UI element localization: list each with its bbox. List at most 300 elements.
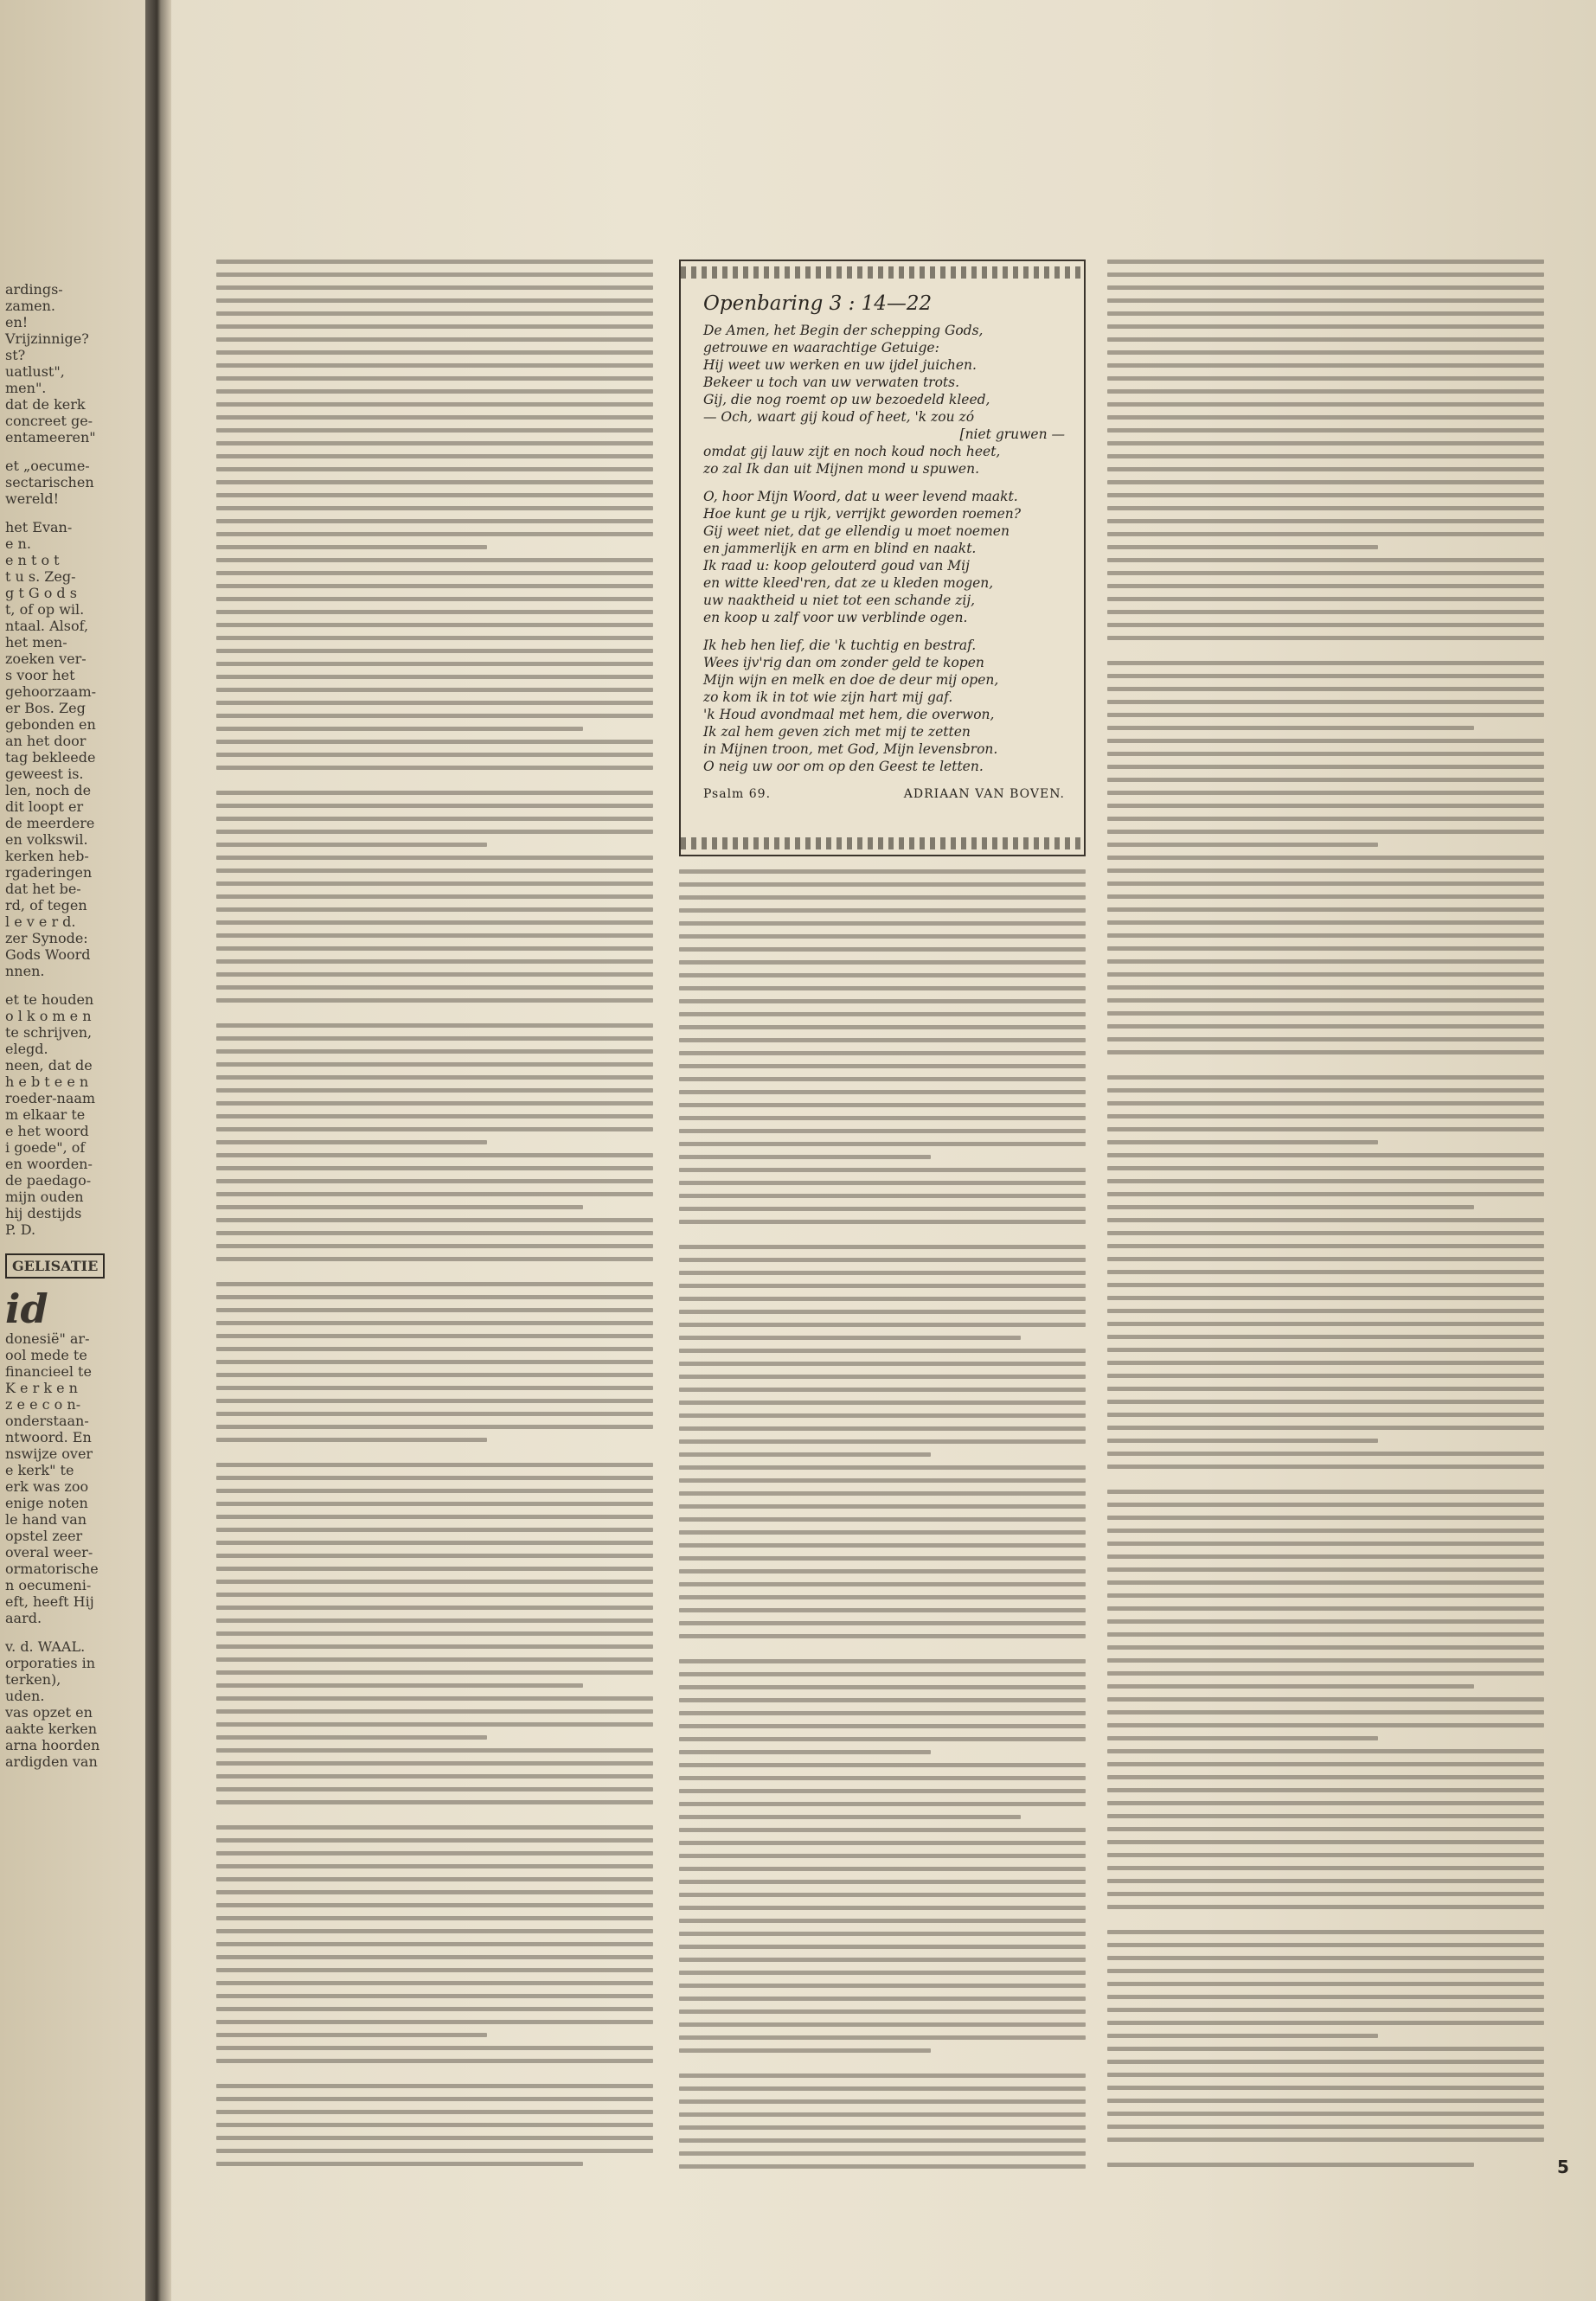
body-text-line [216, 389, 653, 394]
body-text-line [216, 1528, 653, 1532]
margin-fragment: het men- [5, 634, 67, 651]
margin-fragment: et „oecume- [5, 458, 90, 474]
poem-line: en witte kleed'ren, dat ze u kleden mogen, [703, 575, 994, 591]
body-text-line [216, 2033, 487, 2037]
body-text-line [216, 584, 653, 588]
body-text-line [679, 1388, 1086, 1392]
body-text-line [216, 894, 653, 899]
body-text-line [216, 779, 653, 791]
body-text-line [216, 272, 653, 277]
body-text-line [679, 1452, 931, 1457]
body-text-line [679, 2151, 1086, 2156]
poem-line: Hij weet uw werken en uw ijdel juichen. [703, 357, 977, 373]
body-text-line [216, 1023, 653, 1028]
body-text-line [679, 1763, 1086, 1767]
body-text-line [679, 973, 1086, 977]
body-text-line [679, 1194, 1086, 1198]
body-text-line [679, 1284, 1086, 1288]
body-text-line [679, 1491, 1086, 1496]
body-text-line [1107, 467, 1544, 471]
body-text-line [1107, 817, 1544, 821]
body-text-line [1107, 1853, 1544, 1857]
body-text-line [1107, 1140, 1378, 1144]
body-text-line [216, 1373, 653, 1377]
body-text-line [216, 1774, 653, 1779]
body-text-line [216, 766, 653, 770]
poem-line: De Amen, het Begin der schepping Gods, [703, 323, 984, 338]
body-text-line [216, 363, 653, 368]
body-text-line [679, 986, 1086, 990]
margin-fragment: terken), [5, 1671, 61, 1688]
body-text-line [1107, 713, 1544, 717]
margin-fragment: zer Synode: [5, 930, 88, 946]
body-text-line [1107, 610, 1544, 614]
margin-fragment: st? [5, 347, 26, 363]
body-text-line [216, 1347, 653, 1351]
poem-line: [niet gruwen — [959, 426, 1065, 442]
poem-stanza [703, 637, 1065, 775]
body-text-line [216, 1709, 653, 1714]
body-text-line [216, 1231, 653, 1235]
body-text-line [679, 999, 1086, 1003]
body-text-line [1107, 1166, 1544, 1170]
body-text-line [216, 350, 653, 355]
body-text-line [1107, 1452, 1544, 1456]
body-text-line [1107, 1710, 1544, 1715]
margin-fragment: neen, dat de [5, 1057, 93, 1074]
body-text-line [679, 1971, 1086, 1975]
body-text-line [216, 1606, 653, 1610]
body-text-line [679, 1815, 1021, 1819]
body-text-line [679, 1582, 1086, 1586]
body-text-line [1107, 1840, 1544, 1844]
body-text-line [216, 1425, 653, 1429]
body-text-line [216, 959, 653, 964]
margin-fragment: len, noch de [5, 782, 92, 798]
body-text-line [216, 402, 653, 407]
poem-line: en koop u zalf voor uw verblinde ogen. [703, 610, 968, 625]
body-text-line [216, 907, 653, 912]
body-text-line [1107, 933, 1544, 938]
body-text-line [1107, 1218, 1544, 1222]
body-text-line [1107, 1270, 1544, 1274]
body-text-line [1107, 2034, 1378, 2038]
body-text-line [1107, 2021, 1544, 2025]
body-text-line [1107, 700, 1544, 704]
margin-fragment: s voor het [5, 667, 75, 683]
body-text-line [679, 1220, 1086, 1224]
body-text-line [1107, 998, 1544, 1003]
body-text-line [679, 1932, 1086, 1936]
margin-fragment: an het door [5, 733, 87, 749]
margin-fragment: arna hoorden [5, 1737, 100, 1753]
body-text-line [679, 2048, 931, 2053]
body-text-line [216, 753, 653, 757]
poem-line: Gij, die nog roemt op uw bezoedeld kleed, [703, 392, 990, 407]
body-text-line [1107, 532, 1544, 536]
margin-fragment: onderstaan- [5, 1413, 89, 1429]
body-text-line [216, 1489, 653, 1493]
body-text-line [1107, 2008, 1544, 2012]
body-text-line [216, 1153, 653, 1157]
margin-fragment: concreet ge- [5, 413, 93, 429]
body-text-line [1107, 1503, 1544, 1507]
margin-fragment: uden. [5, 1688, 45, 1704]
body-text-line [216, 1140, 487, 1144]
body-text-line [1107, 2047, 1544, 2051]
body-text-line [679, 1504, 1086, 1509]
body-text-line [679, 1155, 931, 1159]
body-text-line [216, 519, 653, 523]
poem-line: Hoe kunt ge u rijk, verrijkt geworden roemen? [703, 506, 1022, 522]
body-text-line [679, 1945, 1086, 1949]
body-text-line [1107, 1101, 1544, 1106]
body-text-line [216, 1541, 653, 1545]
body-text-line [1107, 1943, 1544, 1947]
body-text-line [1107, 1516, 1544, 1520]
body-text-line [216, 675, 653, 679]
margin-fragment: l e v e r d. [5, 913, 76, 930]
body-text-line [679, 1802, 1086, 1806]
body-text-line [1107, 571, 1544, 575]
body-text-line [216, 571, 653, 575]
body-text-line [679, 1621, 1086, 1625]
body-text-line [1107, 2086, 1544, 2090]
body-text-line [216, 2162, 583, 2166]
poem-line: O, hoor Mijn Woord, dat u weer levend maakt. [703, 489, 1018, 504]
body-text-line [216, 1476, 653, 1480]
body-text-line [216, 1011, 653, 1023]
body-text-line [1107, 415, 1544, 420]
body-text-line [679, 1530, 1086, 1535]
body-text-line [1107, 843, 1378, 847]
poem-stanza [703, 488, 1065, 626]
body-text-line [1107, 985, 1544, 990]
body-text-line [1107, 739, 1544, 743]
body-text-line [1107, 1348, 1544, 1352]
body-text-line [216, 1257, 653, 1261]
column-3-body [1107, 260, 1544, 2189]
margin-fragment: le hand van [5, 1511, 87, 1528]
body-text-line [1107, 1930, 1544, 1934]
margin-fragment: erk was zoo [5, 1478, 89, 1495]
body-text-line [1107, 337, 1544, 342]
body-text-line [1107, 1645, 1544, 1650]
poem-line: Ik raad u: koop gelouterd goud van Mij [703, 558, 970, 574]
body-text-line [216, 480, 653, 484]
body-text-line [679, 1336, 1021, 1340]
body-text-line [1107, 1632, 1544, 1637]
body-text-line [1107, 920, 1544, 925]
body-text-line [1107, 1322, 1544, 1326]
body-text-line [1107, 623, 1544, 627]
margin-fragment: ntaal. Alsof, [5, 618, 89, 634]
body-text-line [216, 1438, 487, 1442]
body-text-line [216, 701, 653, 705]
body-text-line [1107, 2112, 1544, 2116]
body-text-line [216, 817, 653, 821]
body-text-line [216, 2097, 653, 2101]
margin-fragment: en volkswil. [5, 831, 88, 848]
body-text-line [216, 506, 653, 510]
margin-fragment: t u s. Zeg- [5, 568, 76, 585]
body-text-line [679, 934, 1086, 939]
body-text-line [679, 1245, 1086, 1249]
body-text-line [679, 1828, 1086, 1832]
body-text-line [1107, 1387, 1544, 1391]
margin-fragment: e kerk" te [5, 1462, 74, 1478]
body-text-line [216, 2059, 653, 2063]
body-text-line [1107, 1658, 1544, 1663]
poem-line: zo kom ik in tot wie zijn hart mij gaf. [703, 689, 953, 705]
body-text-line [216, 1916, 653, 1920]
body-text-line [216, 636, 653, 640]
body-text-line [1107, 480, 1544, 484]
body-text-line [1107, 1541, 1544, 1546]
body-text-line [1107, 1374, 1544, 1378]
body-text-line [1107, 661, 1544, 665]
body-text-line [679, 947, 1086, 952]
margin-fragment: en! [5, 314, 29, 330]
body-text-line [679, 1595, 1086, 1599]
body-text-line [216, 337, 653, 342]
body-text-line [216, 1088, 653, 1093]
body-text-line [216, 532, 653, 536]
body-text-line [679, 869, 1086, 874]
margin-fragment: ardigden van [5, 1753, 98, 1770]
body-text-line [679, 2086, 1086, 2091]
body-text-line [216, 1321, 653, 1325]
body-text-line [1107, 1866, 1544, 1870]
body-text-line [216, 597, 653, 601]
body-text-line [679, 2125, 1086, 2130]
body-text-line [1107, 311, 1544, 316]
body-text-line [1107, 324, 1544, 329]
body-text-line [679, 1271, 1086, 1275]
body-text-line [216, 1696, 653, 1701]
body-text-line [216, 1567, 653, 1571]
body-text-line [1107, 285, 1544, 290]
body-text-line [679, 2009, 1086, 2014]
body-text-line [216, 1670, 653, 1675]
body-text-line [1107, 1606, 1544, 1611]
body-text-line [679, 1297, 1086, 1301]
body-text-line [679, 1142, 1086, 1146]
body-text-line [679, 1893, 1086, 1897]
body-text-line [1107, 1723, 1544, 1727]
margin-fragment: g t G o d s [5, 585, 77, 601]
body-text-line [1107, 1827, 1544, 1831]
body-text-line [216, 1955, 653, 1959]
poem-line: 'k Houd avondmaal met hem, die overwon, [703, 707, 995, 722]
margin-fragment: sectarischen [5, 474, 94, 490]
body-text-line [216, 428, 653, 433]
body-text-line [679, 1064, 1086, 1068]
margin-fragment: de paedago- [5, 1172, 92, 1189]
body-text-line [216, 285, 653, 290]
page-binding-gutter [145, 0, 171, 2301]
body-text-line [216, 2084, 653, 2088]
margin-fragment: v. d. WAAL. [5, 1638, 86, 1655]
body-text-line [216, 1360, 653, 1364]
body-text-line [216, 1049, 653, 1054]
body-text-line [216, 1062, 653, 1067]
body-text-line [679, 1103, 1086, 1107]
body-text-line [1107, 1879, 1544, 1883]
body-text-line [679, 1090, 1086, 1094]
body-text-line [679, 1556, 1086, 1561]
body-text-line [216, 1864, 653, 1868]
body-text-line [216, 1994, 653, 1998]
body-text-line [1107, 363, 1544, 368]
body-text-line [1107, 1593, 1544, 1598]
body-text-line [1107, 2073, 1544, 2077]
body-text-line [1107, 1361, 1544, 1365]
body-text-line [1107, 1400, 1544, 1404]
body-text-line [216, 1101, 653, 1106]
margin-fragment: ormatorische [5, 1561, 99, 1577]
body-text-line [216, 260, 653, 264]
margin-fragment: nnen. [5, 963, 45, 979]
body-text-line [216, 545, 487, 549]
column-1-body [216, 260, 653, 2189]
body-text-line [1107, 1335, 1544, 1339]
margin-fragment: en woorden- [5, 1156, 93, 1172]
body-text-line [679, 2061, 1086, 2073]
body-text-line [1107, 493, 1544, 497]
margin-fragment: gebonden en [5, 716, 96, 733]
margin-fragment: nswijze over [5, 1445, 93, 1462]
body-text-line [1107, 1684, 1474, 1689]
margin-fragment: de meerdere [5, 815, 95, 831]
body-text-line [1107, 597, 1544, 601]
body-text-line [216, 1787, 653, 1791]
body-text-line [216, 1735, 487, 1740]
margin-fragment: mijn ouden [5, 1189, 84, 1205]
previous-page-margin-column [0, 0, 145, 2301]
poem-line: Mijn wijn en melk en doe de deur mij open, [703, 672, 999, 688]
margin-fragment: id [5, 1285, 48, 1332]
body-text-line [679, 1517, 1086, 1522]
body-text-line [1107, 402, 1544, 407]
body-text-line [1107, 868, 1544, 873]
body-text-line [1107, 1619, 1544, 1624]
margin-fragment: kerken heb- [5, 848, 89, 864]
body-text-line [1107, 1465, 1544, 1469]
body-text-line [679, 1608, 1086, 1612]
body-text-line [679, 1258, 1086, 1262]
body-text-line [216, 311, 653, 316]
body-text-line [1107, 649, 1544, 661]
body-text-line [216, 1580, 653, 1584]
margin-fragment: vas opzet en [5, 1704, 93, 1721]
body-text-line [1107, 389, 1544, 394]
margin-fragment: dat het be- [5, 881, 81, 897]
margin-fragment: h e b t e e n [5, 1074, 89, 1090]
body-text-line [216, 1903, 653, 1907]
body-text-line [679, 1478, 1086, 1483]
poem-line: O neig uw oor om op den Geest te letten. [703, 759, 984, 774]
body-text-line [679, 1233, 1086, 1245]
margin-fragment: P. D. [5, 1221, 36, 1238]
body-text-line [1107, 1892, 1544, 1896]
body-text-line [1107, 1011, 1544, 1016]
body-text-line [216, 1644, 653, 1649]
body-text-line [216, 1981, 653, 1985]
body-text-line [216, 1399, 653, 1403]
body-text-line [679, 1776, 1086, 1780]
body-text-line [679, 1413, 1086, 1418]
body-text-line [679, 1077, 1086, 1081]
body-text-line [216, 2110, 653, 2114]
body-text-line [679, 1426, 1086, 1431]
poem-line: en jammerlijk en arm en blind en naakt. [703, 541, 977, 556]
body-text-line [216, 1412, 653, 1416]
body-text-line [216, 1825, 653, 1830]
body-text-line [216, 2007, 653, 2011]
margin-fragment: zamen. [5, 298, 55, 314]
body-text-line [679, 1129, 1086, 1133]
column-2-body [679, 869, 1086, 2189]
body-text-line [216, 1838, 653, 1843]
body-text-line [216, 1308, 653, 1312]
body-text-line [216, 933, 653, 938]
margin-fragment: e n t o t [5, 552, 60, 568]
body-text-line [1107, 1905, 1544, 1909]
body-text-line [1107, 1205, 1474, 1209]
body-text-line [679, 1672, 1086, 1676]
margin-fragment: financieel te [5, 1363, 92, 1380]
body-text-line [216, 376, 653, 381]
body-text-line [679, 1362, 1086, 1366]
body-text-line [216, 2136, 653, 2140]
body-text-line [679, 1711, 1086, 1715]
body-text-line [1107, 1088, 1544, 1093]
body-text-line [1107, 1788, 1544, 1792]
body-text-line [1107, 1554, 1544, 1559]
body-text-line [216, 920, 653, 925]
body-text-line [1107, 1114, 1544, 1118]
margin-fragment: z e e c o n- [5, 1396, 81, 1413]
poem-line: Ik zal hem geven zich met mij te zetten [703, 724, 971, 740]
body-text-line [1107, 1982, 1544, 1986]
body-text-line [216, 1451, 653, 1463]
body-text-line [1107, 1283, 1544, 1287]
body-text-line [216, 623, 653, 627]
body-text-line [679, 2022, 1086, 2027]
body-text-line [679, 1025, 1086, 1029]
body-text-line [679, 2138, 1086, 2143]
body-text-line [216, 1295, 653, 1299]
body-text-line [216, 946, 653, 951]
body-text-line [216, 1166, 653, 1170]
body-text-line [216, 1036, 653, 1041]
body-text-line [1107, 2125, 1544, 2129]
body-text-line [1107, 1024, 1544, 1029]
body-text-line [216, 2020, 653, 2024]
body-text-line [216, 1114, 653, 1118]
body-text-line [1107, 1567, 1544, 1572]
body-text-line [1107, 959, 1544, 964]
body-text-line [1107, 1995, 1544, 1999]
margin-fragment: geweest is. [5, 766, 84, 782]
body-text-line [1107, 1956, 1544, 1960]
body-text-line [679, 1984, 1086, 1988]
body-text-line [679, 1465, 1086, 1470]
body-text-line [1107, 519, 1544, 523]
body-text-line [679, 921, 1086, 926]
body-text-line [679, 2112, 1086, 2117]
